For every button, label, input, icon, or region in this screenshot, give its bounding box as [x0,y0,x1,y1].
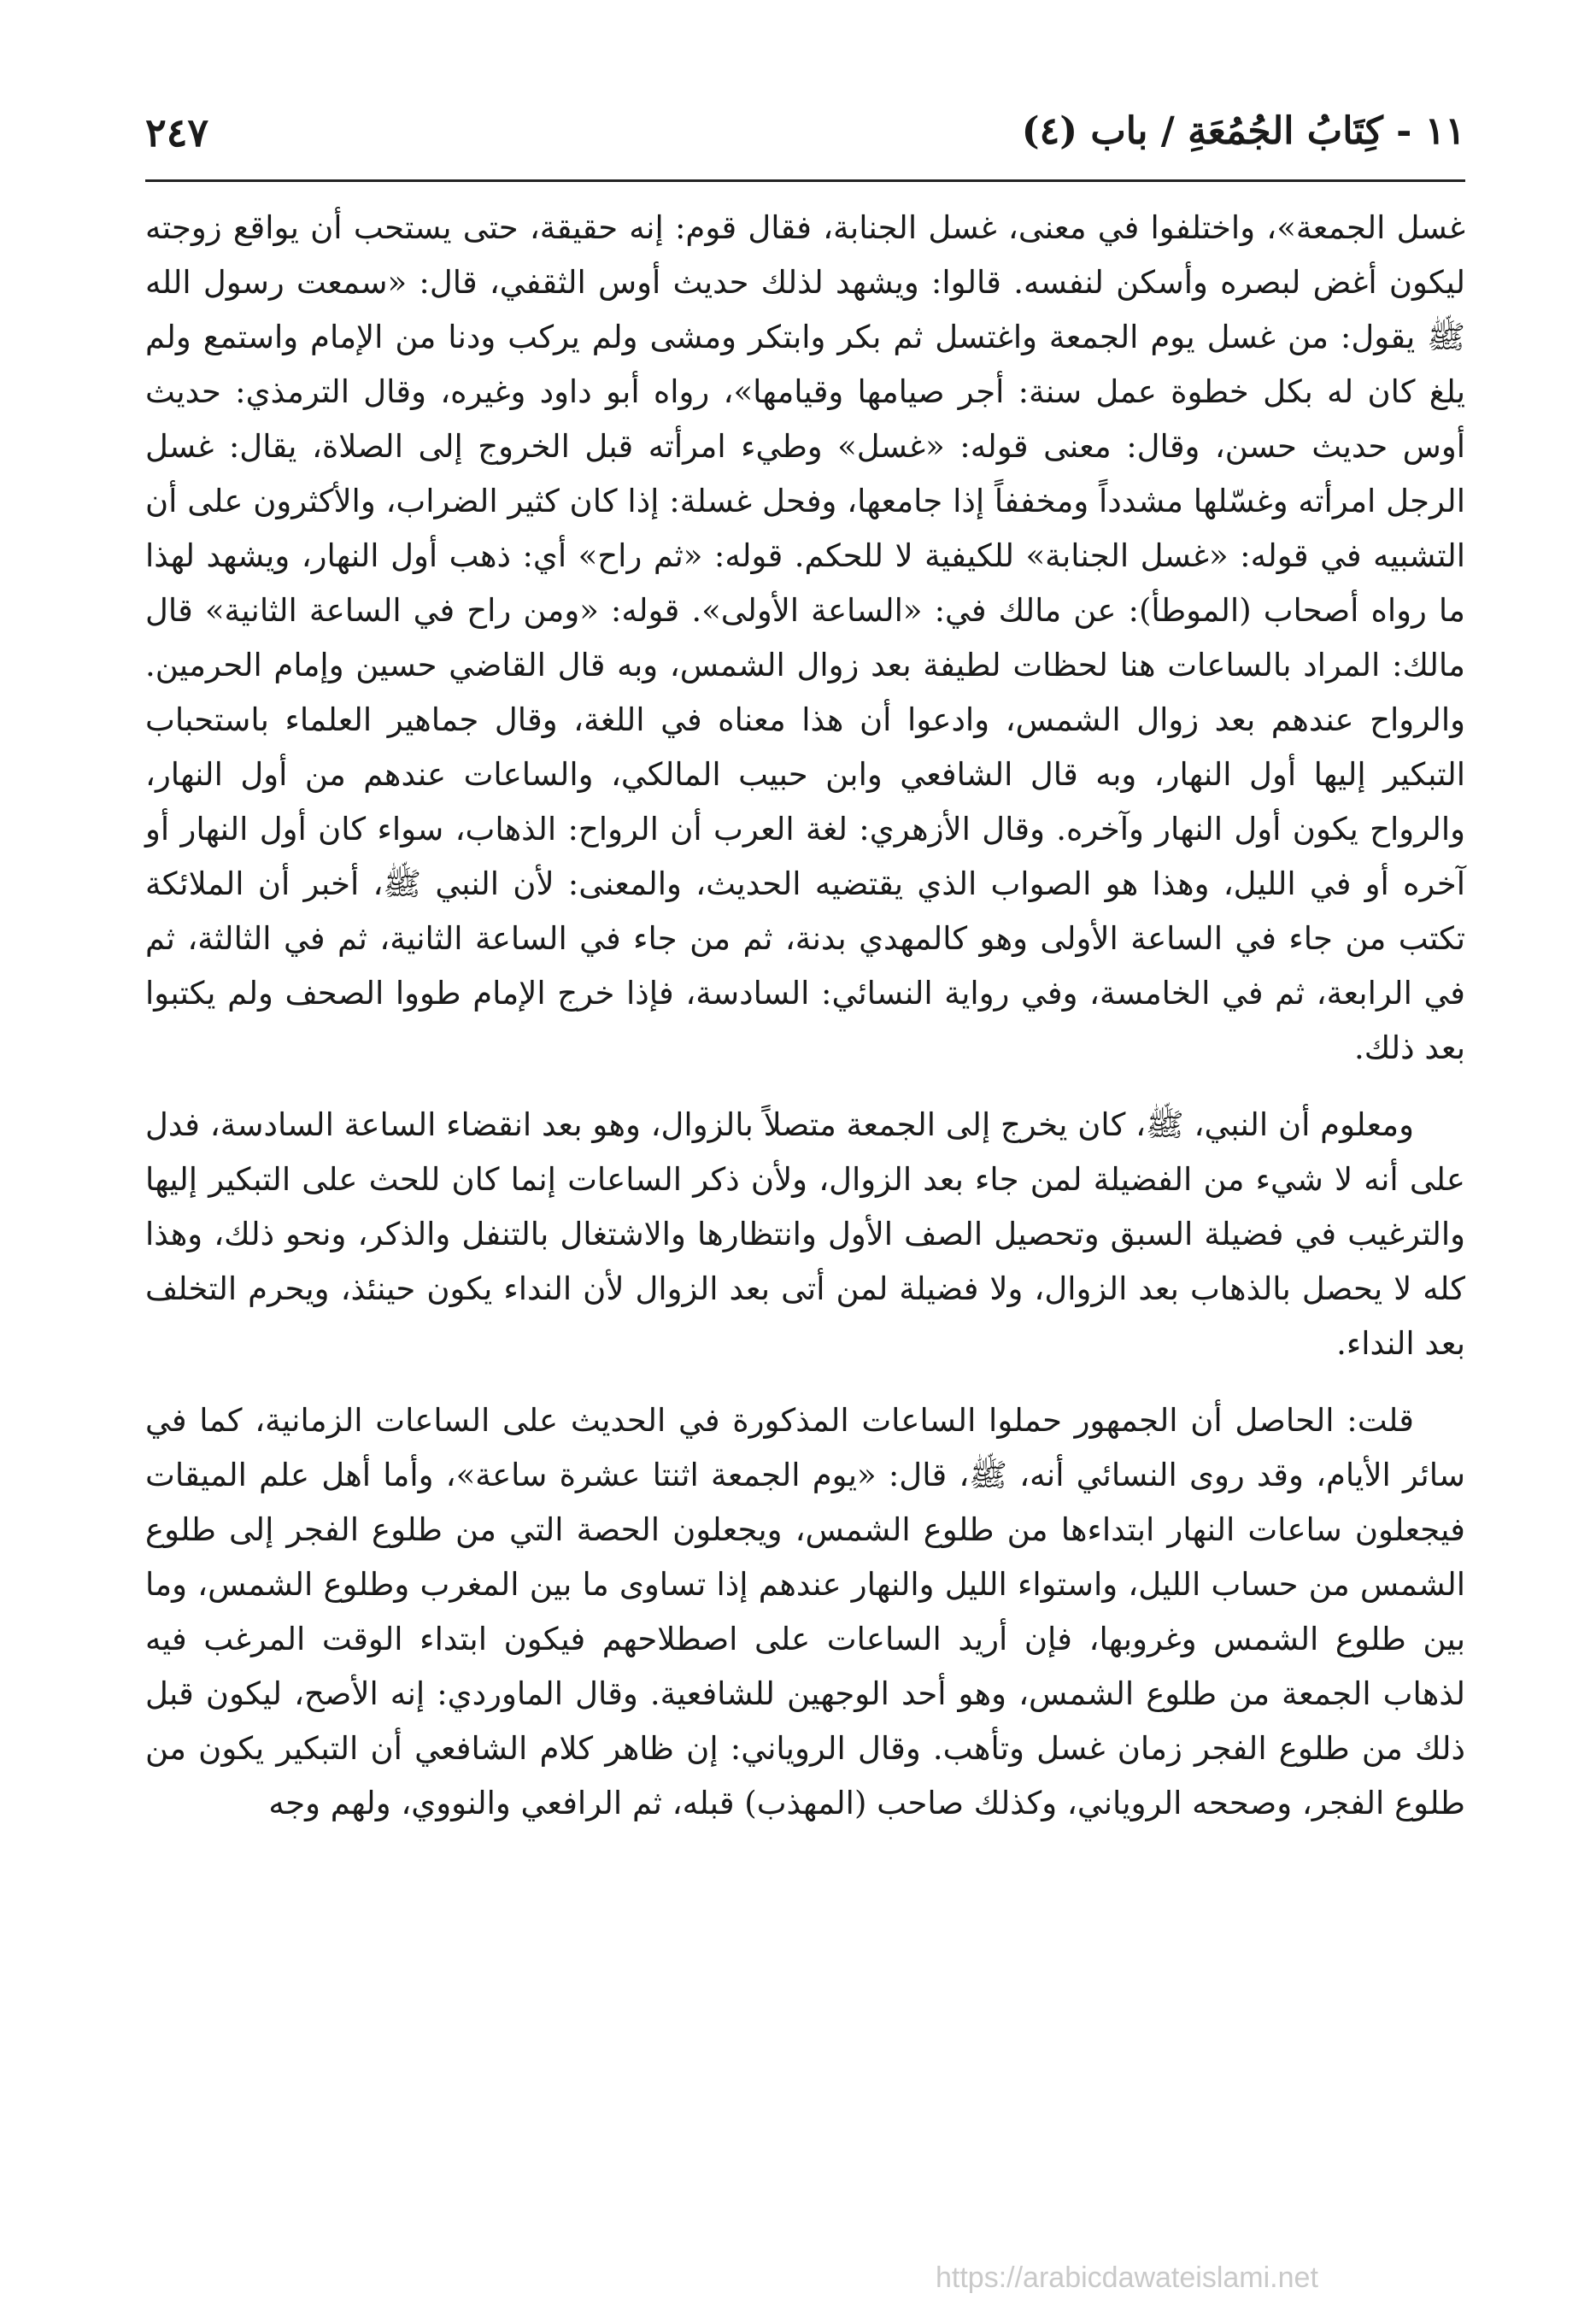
page-body [145,201,1465,1831]
paragraph-3: قلت: الحاصل أن الجمهور حملوا الساعات المذكورة في الحديث على الساعات الزمانية، كما في سائر الأيام، وقد روى النسائي أنه، ﷺ، قال: «يوم الجمعة اثنتا عشرة ساعة»، وأما أهل علم الميقات فيجعلون ساعات النهار ابتداءها من طلوع الشمس، ويجعلون الحصة التي من طلوع الفجر إلى طلوع الشمس من حساب الليل، واستواء الليل والنهار عندهم إذا تساوى ما بين المغرب وطلوع الشمس، وما بين طلوع الشمس وغروبها، فإن أريد الساعات على اصطلاحهم فيكون ابتداء الوقت المرغب فيه لذهاب الجمعة من طلوع الشمس، وهو أحد الوجهين للشافعية. وقال الماوردي: إنه الأصح، ليكون قبل ذلك من طلوع الفجر زمان غسل وتأهب. وقال الروياني: إن ظاهر كلام الشافعي أن التبكير يكون من طلوع الفجر، وصححه الروياني، وكذلك صاحب (المهذب) قبله، ثم الرافعي والنووي، ولهم وجه [145,1402,1465,1821]
page-number: ٢٤٧ [145,109,209,155]
header-divider [145,179,1465,182]
running-header [145,103,1465,184]
watermark-url: https://arabicdawateislami.net [936,2261,1318,2294]
chapter-title: ١١ - كِتَابُ الجُمُعَةِ / باب (٤) [1021,109,1465,153]
book-page [145,103,1465,2273]
paragraph-continuation: غسل الجمعة»، واختلفوا في معنى، غسل الجنابة، فقال قوم: إنه حقيقة، حتى يستحب أن يواقع زوجته ليكون أغض لبصره وأسكن لنفسه. قالوا: ويشهد لذلك حديث أوس الثقفي، قال: «سمعت رسول الله ﷺ يقول: من غسل يوم الجمعة واغتسل ثم بكر وابتكر ومشى ولم يركب ودنا من الإمام واستمع ولم يلغ كان له بكل خطوة عمل سنة: أجر صيامها وقيامها»، رواه أبو داود وغيره، وقال الترمذي: حديث أوس حديث حسن، وقال: معنى قوله: «غسل» وطيء امرأته قبل الخروج إلى الصلاة، يقال: غسل الرجل امرأته وغسّلها مشدداً ومخففاً إذا جامعها، وفحل غسلة: إذا كان كثير الضراب، والأكثرون على أن التشبيه في قوله: «غسل الجنابة» للكيفية لا للحكم. قوله: «ثم راح» أي: ذهب أول النهار، ويشهد لهذا ما رواه أصحاب (الموطأ): عن مالك في: «الساعة الأولى». قوله: «ومن راح في الساعة الثانية» قال مالك: المراد بالساعات هنا لحظات لطيفة بعد زوال الشمس، وبه قال القاضي حسين وإمام الحرمين. والرواح عندهم بعد زوال الشمس، وادعوا أن هذا معناه في اللغة، وقال جماهير العلماء باستحباب التبكير إليها أول النهار، وبه قال الشافعي وابن حبيب المالكي، والساعات عندهم من أول النهار، والرواح يكون أول النهار وآخره. وقال الأزهري: لغة العرب أن الرواح: الذهاب، سواء كان أول النهار أو آخره أو في الليل، وهذا هو الصواب الذي يقتضيه الحديث، والمعنى: لأن النبي ﷺ، أخبر أن الملائكة تكتب من جاء في الساعة الأولى وهو كالمهدي بدنة، ثم من جاء في الساعة الثانية، ثم في الثالثة، ثم في الرابعة، ثم في الخامسة، وفي رواية النسائي: السادسة، فإذا خرج الإمام طووا الصحف ولم يكتبوا بعد ذلك. [145,209,1465,1066]
paragraph-2: ومعلوم أن النبي، ﷺ، كان يخرج إلى الجمعة متصلاً بالزوال، وهو بعد انقضاء الساعة السادسة، فدل على أنه لا شيء من الفضيلة لمن جاء بعد الزوال، ولأن ذكر الساعات إنما كان للحث على التبكير إليها والترغيب في فضيلة السبق وتحصيل الصف الأول وانتظارها والاشتغال بالتنفل والذكر، ونحو ذلك، وهذا كله لا يحصل بالذهاب بعد الزوال، ولا فضيلة لمن أتى بعد الزوال لأن النداء يكون حينئذ، ويحرم التخلف بعد النداء. [145,1106,1465,1362]
